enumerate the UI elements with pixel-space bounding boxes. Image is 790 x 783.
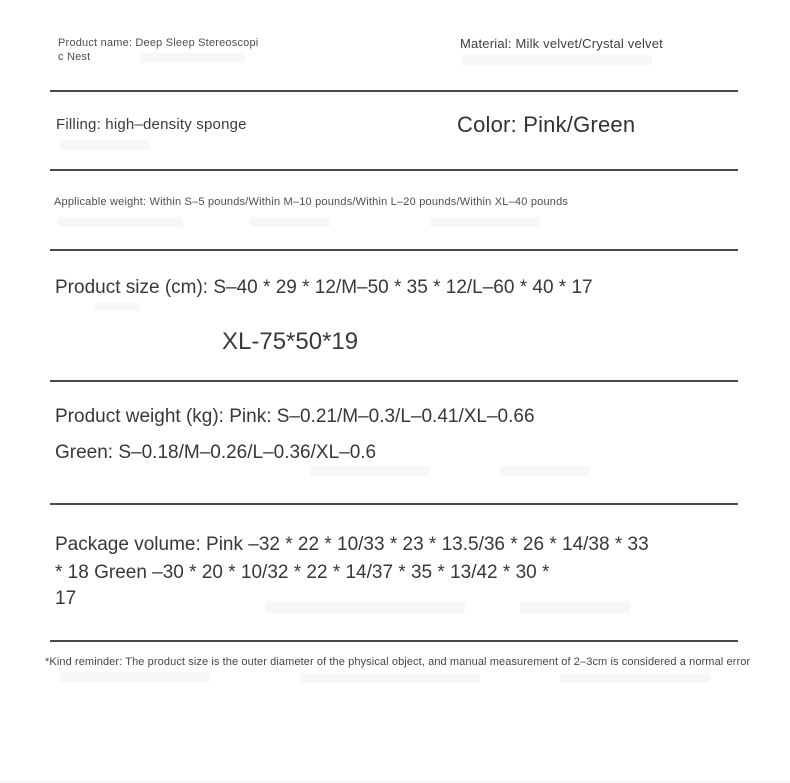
package-volume-line2: * 18 Green –30 * 20 * 10/32 * 22 * 14/37 * 35 * 13/42 * 30 * — [55, 562, 550, 583]
color-label: Color: Pink/Green — [457, 112, 636, 137]
material-label: Material: Milk velvet/Crystal velvet — [460, 36, 663, 51]
product-size-label: Product size (cm): S–40 * 29 * 12/M–50 * 35 * 12/L–60 * 40 * 17 — [55, 277, 593, 298]
product-name-line1: Product name: Deep Sleep Stereoscopi — [58, 37, 259, 49]
whiteout-artifact — [95, 303, 140, 311]
whiteout-artifact — [60, 140, 150, 150]
whiteout-artifact — [560, 673, 710, 683]
package-volume-line1: Package volume: Pink –32 * 22 * 10/33 * 23 * 13.5/36 * 26 * 14/38 * 33 — [55, 534, 649, 555]
row-divider — [50, 380, 738, 382]
row-divider — [50, 90, 738, 92]
whiteout-artifact — [300, 673, 480, 683]
whiteout-artifact — [58, 217, 183, 227]
row-divider — [50, 640, 738, 642]
whiteout-artifact — [60, 672, 210, 682]
whiteout-artifact — [462, 55, 652, 65]
product-weight-green-label: Green: S–0.18/M–0.26/L–0.36/XL–0.6 — [55, 442, 377, 463]
product-size-xl-label: XL-75*50*19 — [222, 328, 359, 355]
whiteout-artifact — [430, 217, 540, 227]
whiteout-artifact — [500, 466, 590, 476]
kind-reminder-label: *Kind reminder: The product size is the outer diameter of the physical object, and manual measurement of 2–3cm is considered a normal error — [45, 656, 751, 668]
product-weight-pink-label: Product weight (kg): Pink: S–0.21/M–0.3/L–0.41/XL–0.66 — [55, 406, 535, 427]
bottom-edge-line — [0, 781, 790, 782]
whiteout-artifact — [310, 466, 430, 476]
whiteout-artifact — [265, 601, 465, 613]
row-divider — [50, 249, 738, 251]
whiteout-artifact — [140, 53, 245, 63]
row-divider — [50, 169, 738, 171]
row-divider — [50, 503, 738, 505]
whiteout-artifact — [520, 601, 630, 613]
applicable-weight-label: Applicable weight: Within S–5 pounds/Within M–10 pounds/Within L–20 pounds/Within XL–40 pounds — [54, 196, 569, 208]
filling-label: Filling: high–density sponge — [56, 116, 247, 133]
product-name-line2: c Nest — [58, 50, 91, 63]
package-volume-line3: 17 — [55, 588, 77, 609]
whiteout-artifact — [250, 217, 330, 227]
